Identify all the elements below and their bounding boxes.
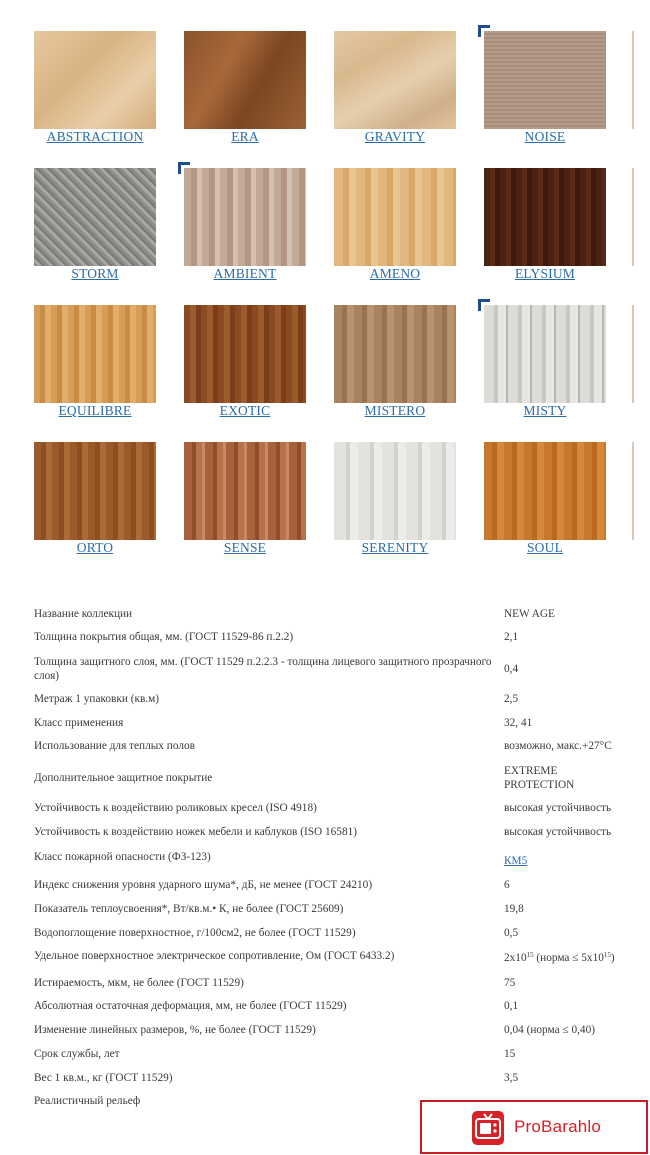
texture-swatch[interactable] (334, 305, 456, 403)
edge-strip (632, 442, 634, 540)
collection-tile[interactable] (484, 442, 606, 572)
collection-link[interactable]: ELYSIUM (514, 266, 576, 281)
collection-tile[interactable] (34, 168, 156, 298)
collection-tile[interactable] (484, 168, 606, 298)
probarahlo-badge[interactable] (420, 1100, 648, 1154)
spec-label: Абсолютная остаточная деформация, мм, не более (ГОСТ 11529) (34, 1000, 347, 1012)
spec-label: Показатель теплоусвоения*, Вт/кв.м.• К, не более (ГОСТ 25609) (34, 903, 344, 915)
collection-link[interactable]: AMBIENT (213, 266, 277, 281)
spec-label: Водопоглощение поверхностное, г/100см2, не более (ГОСТ 11529) (34, 927, 356, 939)
collection-tile[interactable] (334, 31, 456, 161)
texture-swatch[interactable] (334, 168, 456, 266)
spec-label: Истираемость, мкм, не более (ГОСТ 11529) (34, 977, 244, 989)
spec-value: 0,1 (504, 1000, 519, 1012)
spec-value: 0,5 (504, 927, 519, 939)
collection-tile[interactable] (34, 305, 156, 435)
collection-tile[interactable] (184, 305, 306, 435)
spec-value: 32, 41 (504, 717, 533, 729)
texture-swatch[interactable] (184, 168, 306, 266)
spec-label: Устойчивость к воздействию ножек мебели и каблуков (ISO 16581) (34, 826, 358, 838)
edge-strip (632, 31, 634, 129)
texture-swatch[interactable] (334, 442, 456, 540)
texture-swatch[interactable] (34, 442, 156, 540)
collection-link[interactable]: GRAVITY (364, 129, 426, 144)
spec-value: EXTREME PROTECTION (504, 765, 575, 791)
edge-strip (632, 168, 634, 266)
texture-swatch[interactable] (184, 442, 306, 540)
texture-swatch[interactable] (484, 442, 606, 540)
resistance-norm-exponent: 15 (603, 951, 611, 959)
collection-link[interactable]: NOISE (524, 129, 566, 144)
texture-swatch[interactable] (34, 168, 156, 266)
spec-label: Метраж 1 упаковки (кв.м) (34, 693, 160, 705)
spec-value: высокая устойчивость (504, 802, 612, 814)
collection-link[interactable]: SOUL (526, 540, 564, 555)
spec-value: 15 (504, 1048, 516, 1060)
collection-link[interactable]: SERENITY (361, 540, 429, 555)
spec-value: 2,1 (504, 631, 519, 643)
spec-value: возможно, макс.+27°С (504, 740, 612, 752)
collection-link[interactable]: AMENO (369, 266, 421, 281)
spec-label: Изменение линейных размеров, %, не более (ГОСТ 11529) (34, 1024, 316, 1036)
collection-tile[interactable] (334, 168, 456, 298)
collection-link[interactable]: ABSTRACTION (46, 129, 144, 144)
spec-label: Толщина защитного слоя, мм. (ГОСТ 11529 п.2.2.3 - толщина лицевого защитного прозрачного слоя) (34, 656, 492, 682)
spec-value: 0,4 (504, 663, 519, 675)
spec-label: Срок службы, лет (34, 1048, 120, 1060)
collection-link[interactable]: EXOTIC (219, 403, 271, 418)
badge-label: ProBarahlo (514, 1117, 602, 1136)
fire-class-link[interactable]: КМ5 (504, 855, 528, 867)
resistance-exponent: 15 (526, 951, 534, 959)
spec-label: Название коллекции (34, 608, 133, 620)
spec-label: Реалистичный рельеф (34, 1095, 141, 1107)
collection-link[interactable]: ORTO (76, 540, 114, 555)
spec-value (504, 951, 624, 965)
collection-link[interactable]: MISTY (523, 403, 567, 418)
edge-strip (632, 305, 634, 403)
tv-icon (472, 1111, 504, 1145)
collection-tile[interactable] (484, 305, 606, 435)
spec-value: 2,5 (504, 693, 519, 705)
collection-link[interactable]: SENSE (223, 540, 267, 555)
texture-swatch[interactable] (334, 31, 456, 129)
spec-value: 75 (504, 977, 516, 989)
texture-swatch[interactable] (184, 305, 306, 403)
spec-label: Класс пожарной опасности (ФЗ-123) (34, 851, 211, 863)
collection-tile[interactable] (334, 442, 456, 572)
spec-label: Удельное поверхностное электрическое сопротивление, Ом (ГОСТ 6433.2) (34, 950, 395, 962)
collection-tile[interactable] (184, 31, 306, 161)
collection-tile[interactable] (184, 168, 306, 298)
collection-link[interactable]: EQUILIBRE (58, 403, 132, 418)
spec-label: Устойчивость к воздействию роликовых кресел (ISO 4918) (34, 802, 317, 814)
spec-value: 19,8 (504, 903, 524, 915)
collection-tile[interactable] (334, 305, 456, 435)
collection-link[interactable]: ERA (231, 129, 259, 144)
texture-swatch[interactable] (484, 31, 606, 129)
texture-swatch[interactable] (484, 305, 606, 403)
spec-label: Вес 1 кв.м., кг (ГОСТ 11529) (34, 1072, 173, 1084)
texture-swatch[interactable] (484, 168, 606, 266)
spec-label: Толщина покрытия общая, мм. (ГОСТ 11529-86 п.2.2) (34, 631, 294, 643)
spec-label: Класс применения (34, 717, 124, 729)
spec-value: NEW AGE (504, 608, 555, 620)
collection-tile[interactable] (484, 31, 606, 161)
collection-tile[interactable] (184, 442, 306, 572)
resistance-base: 2x10 (504, 952, 527, 964)
spec-label: Использование для теплых полов (34, 740, 195, 752)
resistance-close: ) (610, 952, 615, 964)
spec-value: 0,04 (норма ≤ 0,40) (504, 1024, 595, 1036)
spec-label: Дополнительное защитное покрытие (34, 772, 213, 784)
texture-swatch[interactable] (184, 31, 306, 129)
collection-link[interactable]: STORM (71, 266, 119, 281)
texture-swatch[interactable] (34, 305, 156, 403)
collection-tile[interactable] (34, 31, 156, 161)
tv-icon-graphic (472, 1111, 504, 1145)
spec-value: высокая устойчивость (504, 826, 612, 838)
texture-swatch[interactable] (34, 31, 156, 129)
spec-value: 3,5 (504, 1072, 519, 1084)
spec-label: Индекс снижения уровня ударного шума*, дБ, не менее (ГОСТ 24210) (34, 879, 373, 891)
resistance-norm: (норма ≤ 5x10 (533, 952, 604, 964)
collection-link[interactable]: MISTERO (364, 403, 426, 418)
spec-value: 6 (504, 879, 510, 891)
collection-tile[interactable] (34, 442, 156, 572)
